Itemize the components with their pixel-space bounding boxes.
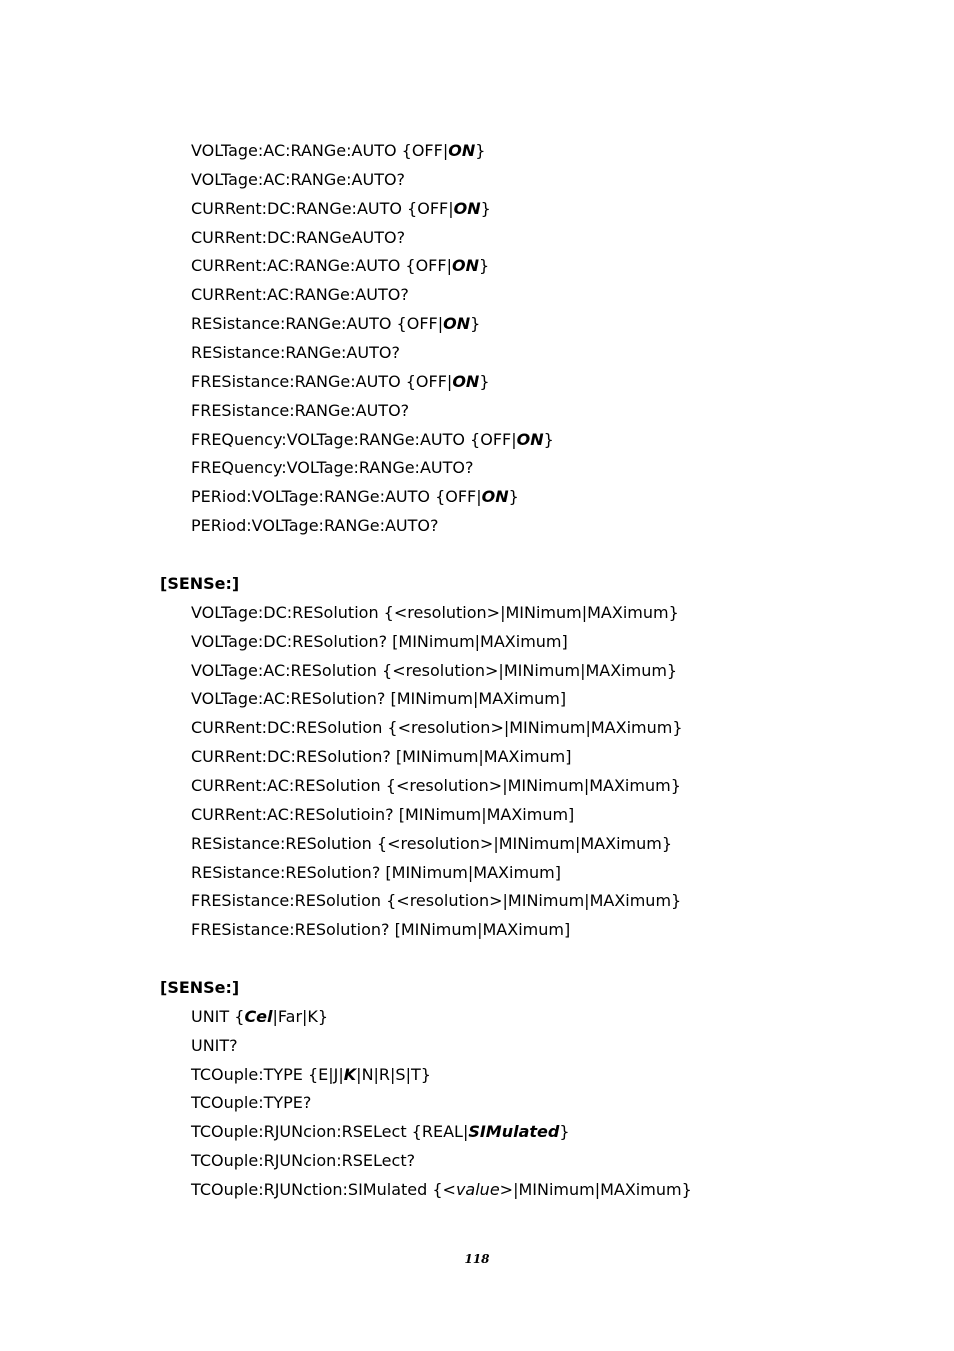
command-line: RESistance:RESolution {<resolution>|MINimum|MAXimum} <box>191 834 673 853</box>
page-number: 118 <box>464 1252 490 1266</box>
command-line: PERiod:VOLTage:RANGe:AUTO {OFF|ON} <box>191 487 519 506</box>
command-line: VOLTage:AC:RANGe:AUTO? <box>191 170 406 189</box>
command-line: VOLTage:AC:RESolution {<resolution>|MINimum|MAXimum} <box>191 661 678 680</box>
command-line: RESistance:RANGe:AUTO? <box>191 343 400 362</box>
command-line: CURRent:AC:RANGe:AUTO {OFF|ON} <box>191 256 490 275</box>
command-line: FREQuency:VOLTage:RANGe:AUTO {OFF|ON} <box>191 430 554 449</box>
command-line: UNIT {Cel|Far|K} <box>191 1007 329 1026</box>
command-line: CURRent:AC:RESolutioin? [MINimum|MAXimum] <box>191 805 575 824</box>
command-line: PERiod:VOLTage:RANGe:AUTO? <box>191 516 439 535</box>
command-line: CURRent:AC:RESolution {<resolution>|MINimum|MAXimum} <box>191 776 681 795</box>
command-line: CURRent:DC:RESolution {<resolution>|MINimum|MAXimum} <box>191 718 683 737</box>
command-line: FRESistance:RANGe:AUTO {OFF|ON} <box>191 372 490 391</box>
command-line: VOLTage:DC:RESolution {<resolution>|MINimum|MAXimum} <box>191 603 679 622</box>
command-line: TCOuple:TYPE {E|J|K|N|R|S|T} <box>191 1065 431 1084</box>
command-line: RESistance:RESolution? [MINimum|MAXimum] <box>191 863 561 882</box>
command-line: CURRent:DC:RANGeAUTO? <box>191 228 406 247</box>
command-line: UNIT? <box>191 1036 238 1055</box>
command-line: VOLTage:AC:RANGe:AUTO {OFF|ON} <box>191 141 486 160</box>
command-line: TCOuple:RJUNcion:RSELect {REAL|SIMulated} <box>191 1122 570 1141</box>
command-line: FRESistance:RESolution {<resolution>|MINimum|MAXimum} <box>191 891 682 910</box>
section-heading: [SENSe:] <box>160 574 240 593</box>
section-heading: [SENSe:] <box>160 978 240 997</box>
command-line: FRESistance:RESolution? [MINimum|MAXimum] <box>191 920 571 939</box>
command-line: CURRent:AC:RANGe:AUTO? <box>191 285 409 304</box>
command-line: FREQuency:VOLTage:RANGe:AUTO? <box>191 458 474 477</box>
command-line: CURRent:DC:RESolution? [MINimum|MAXimum] <box>191 747 572 766</box>
command-line: TCOuple:RJUNcion:RSELect? <box>191 1151 416 1170</box>
command-line: VOLTage:DC:RESolution? [MINimum|MAXimum] <box>191 632 568 651</box>
command-line: CURRent:DC:RANGe:AUTO {OFF|ON} <box>191 199 491 218</box>
command-line: RESistance:RANGe:AUTO {OFF|ON} <box>191 314 481 333</box>
command-line: FRESistance:RANGe:AUTO? <box>191 401 410 420</box>
command-line: TCOuple:RJUNction:SIMulated {<value>|MINimum|MAXimum} <box>191 1180 692 1199</box>
command-line: TCOuple:TYPE? <box>191 1093 312 1112</box>
command-line: VOLTage:AC:RESolution? [MINimum|MAXimum] <box>191 689 567 708</box>
